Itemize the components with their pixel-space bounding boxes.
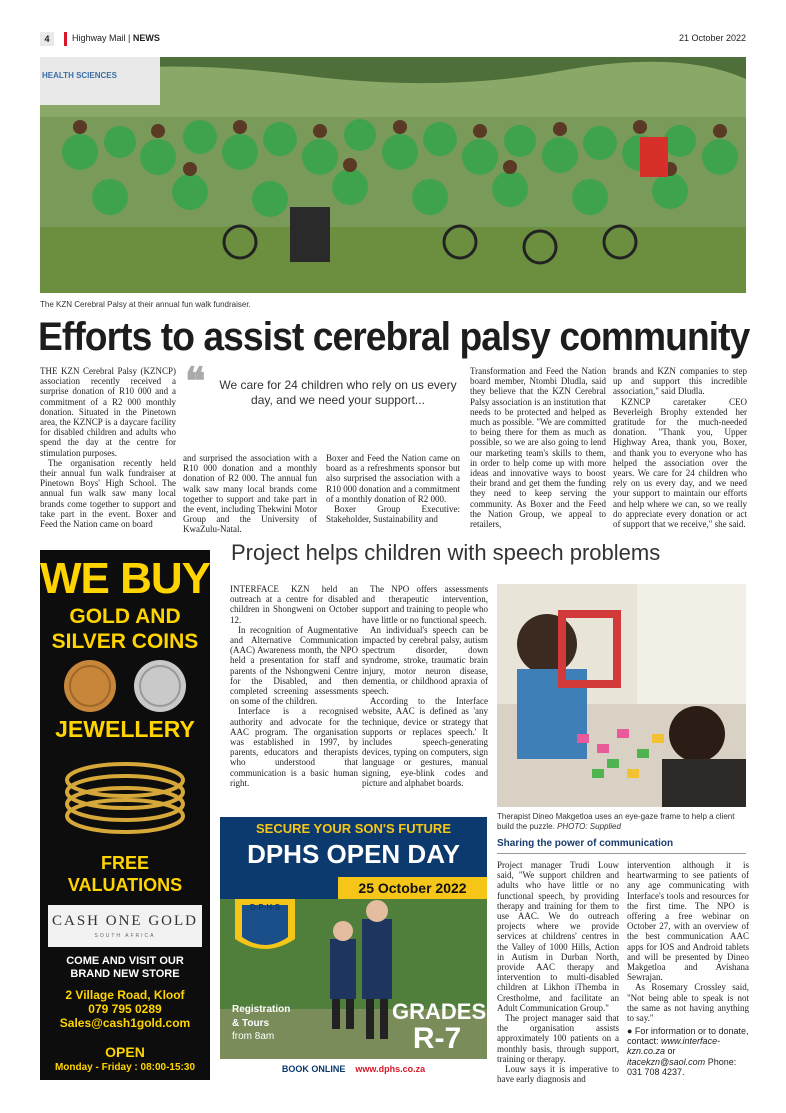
contact-info: ● For information or to donate, contact: www.interface-kzn.co.za or itacekzn@saol.com Phone: 031 708 4237. [627, 1026, 749, 1077]
ad-email: Sales@cash1gold.com [59, 1016, 191, 1030]
cash-one-gold-logo: CASH ONE GOLD SOUTH AFRICA [48, 905, 202, 947]
paragraph: As Rosemary Crossley said, "Not being able to speak is not the same as not having anything to say." [627, 982, 749, 1024]
article1-column-4 [470, 366, 606, 529]
article2-column-3 [497, 860, 619, 1084]
bangles-image [62, 750, 188, 840]
article2-column-2 [362, 584, 488, 788]
ad-address: 2 Village Road, Kloof [65, 988, 185, 1002]
ad-open: OPEN [105, 1044, 145, 1060]
ad-date: 25 October 2022 [338, 877, 487, 899]
article2-column-1 [230, 584, 358, 788]
section-subhead: Sharing the power of communication [497, 838, 746, 854]
paragraph: In recognition of Augmentative and Alternative Communication (AAC) Awareness month, the NPO held a presentation for staff and parents of the Nshongweni Centre for the Disabled, and then completed screening assessments on some of the children. [230, 624, 358, 707]
article-headline: Efforts to assist cerebral palsy community [38, 315, 750, 359]
paragraph: Transformation and Feed the Nation board member, Ntombi Dludla, said they believe that the KZN Cerebral Palsy association is an institution that needs to be protected and helped as much as possible. "We are committed to being there for them as much as possible, so we are also going to lend our marketing team's skills to them, in order to help come up with more ideas and innovative ways to boost their brand and get them the funding they need to keep serving the community. As Boxer and the Feed the Nation Group, we appeal to retailers, [470, 366, 606, 530]
ad-tagline: SECURE YOUR SON'S FUTURE [256, 821, 451, 836]
article2-headline: Project helps children with speech problems [231, 540, 661, 565]
ad-registration: Registration & Tours [232, 1004, 291, 1029]
ad-grades-range: R-7 [412, 1022, 462, 1055]
school-crest: D·P·H·S [249, 903, 281, 912]
article1-column-5 [613, 366, 747, 529]
paragraph: KZNCP caretaker CEO Beverleigh Brophy extended her gratitude for the much-needed donation. "Thank you, Upper Highway Area, thank you, Boxer, and thank you to everyone who has helped the association over the years. We care for 24 children who rely on us every day, and we need your support to maintain our efforts and help where we can, so we really do appreciate every donation or act of support that we receive," she said. [613, 396, 747, 530]
pull-quote: ❝ We care for 24 children who rely on us every day, and we need your support... [185, 358, 457, 407]
issue-date: 21 October 2022 [678, 33, 746, 43]
page-header [40, 32, 746, 48]
paragraph: INTERFACE KZN held an outreach at a centre for disabled children in Shongweni on October 12. [230, 584, 358, 625]
website-link[interactable]: www.interface-kzn.co.za [627, 1036, 721, 1057]
paragraph: THE KZN Cerebral Palsy (KZNCP) association recently received a surprise donation of R10 000 and a commitment of a R2 000 monthly donation. Situated in the Pinetown area, the KZNCP is a daycare facility for disabled children and adults who spend the day at the centre for stimulation purposes. [40, 366, 176, 458]
quote-mark-icon: ❝ [185, 358, 206, 403]
header-accent-bar [64, 32, 67, 46]
page-number: 4 [40, 32, 54, 46]
photo-caption: The KZN Cerebral Palsy at their annual fun walk fundraiser. [40, 300, 251, 309]
tent-banner-text: HEALTH SCIENCES [42, 71, 117, 80]
paragraph: and surprised the association with a R10 000 donation and a monthly donation of R2 000. The annual fun walk saw many local brands come together to support and take part in the event, including Thekwini Motor Group and the University of KwaZulu-Natal. [183, 453, 317, 535]
article1-column-3 [326, 453, 460, 524]
paragraph: intervention although it is heartwarming to see patients of any age communicating with Interface's tools and resources for the first time. The NPO is offering a free webinar on October 27, with an overview of the best communication AAC apps for IOS and Android tablets and will be presented by Dineo Makgetloa and Avishana Sewrajan. [627, 860, 749, 983]
ad-hours: Monday - Friday : 08:00-15:30 [54, 1062, 196, 1073]
ad-phone: 079 795 0289 [88, 1002, 162, 1016]
therapy-photo [497, 584, 746, 807]
paragraph: According to the Interface website, AAC is defined as 'any technique, device or strategy that supports or replaces speech.' It includes speech-generating devices, typing on computers, sign language or gestures, manual signing, eye-blink codes and picture and alphabet boards. [362, 696, 488, 788]
article1-column-1 [40, 366, 176, 529]
therapy-photo-caption: Therapist Dineo Makgetloa uses an eye-gaze frame to help a client build the puzzle. PHOTO: Supplied [497, 812, 735, 831]
dphs-website-link: www.dphs.co.za [355, 1064, 426, 1074]
paragraph: Louw says it is imperative to have early diagnosis and [497, 1064, 619, 1085]
dphs-open-day-advert [220, 817, 487, 1079]
paragraph: The project manager said that the organisation assists approximately 100 patients on a monthly basis, through support, training or therapy. [497, 1013, 619, 1064]
article2-column-4 [627, 860, 749, 1023]
paragraph: Project manager Trudi Louw said, "We support children and adults who have little or no functional speech, by providing therapy and training for them to use AAC. We do outreach projects where we provide services at childrens' centres in the Valley of 1000 Hills, Action in Autism in Durban North, provide AAC therapy and intervention to multi-disabled children at Likhon iThemba in Crestholme, and facilitate an Adult Communication Group." [497, 860, 619, 1013]
cash-one-gold-advert [40, 550, 210, 1080]
paragraph: The NPO offers assessments and therapeutic intervention, support and training to people who have little or no functional speech. [362, 584, 488, 625]
ad-jewellery: JEWELLERY [55, 716, 195, 742]
ad-free-valuations: FREE VALUATIONS [67, 853, 183, 895]
ad-contact-details [40, 988, 210, 1030]
paragraph: The organisation recently held their annual fun walk fundraiser at Pinetown Boys' High School. The annual fun walk saw many local brands come together to support and take part in the event. Boxer and Feed the Nation came on board [40, 457, 176, 530]
ad-open-day-title: DPHS OPEN DAY [247, 839, 460, 869]
ad-book-online[interactable]: BOOK ONLINE www.dphs.co.za [220, 1059, 487, 1079]
fun-walk-photo [40, 57, 746, 293]
ad-we-buy: WE BUY [40, 554, 210, 603]
paragraph: Boxer and Feed the Nation came on board as a refreshments sponsor but also surprised the association with a R10 000 donation and a commitment of a monthly donation of R2 000. [326, 453, 460, 504]
paragraph: brands and KZN companies to step up and support this incredible association," said Dludla. [613, 366, 747, 397]
ad-visit-store: COME AND VISIT OUR BRAND NEW STORE [66, 955, 184, 980]
ad-time: from 8am [232, 1031, 275, 1042]
paragraph: Interface is a recognised authority and advocate for the AAC program. The organisation was established in 1997, by parents, educators and therapists who understood that communication is a basic human right. [230, 706, 358, 788]
ad-grades: GRADES [392, 999, 487, 1024]
publication-name: Highway Mail | NEWS [72, 33, 160, 43]
paragraph: Boxer Group Executive: Stakeholder, Sustainability and [326, 504, 460, 525]
email-link[interactable]: itacekzn@saol.com [627, 1056, 706, 1067]
paragraph: An individual's speech can be impacted by cerebral palsy, autism spectrum disorder, down syndrome, stroke, traumatic brain injury, motor neuron disease, dementia, or childhood apraxia of speech. [362, 624, 488, 697]
ad-gold-silver: GOLD AND SILVER COINS [51, 605, 199, 653]
coins-image [50, 658, 200, 714]
article1-column-2 [183, 453, 317, 535]
